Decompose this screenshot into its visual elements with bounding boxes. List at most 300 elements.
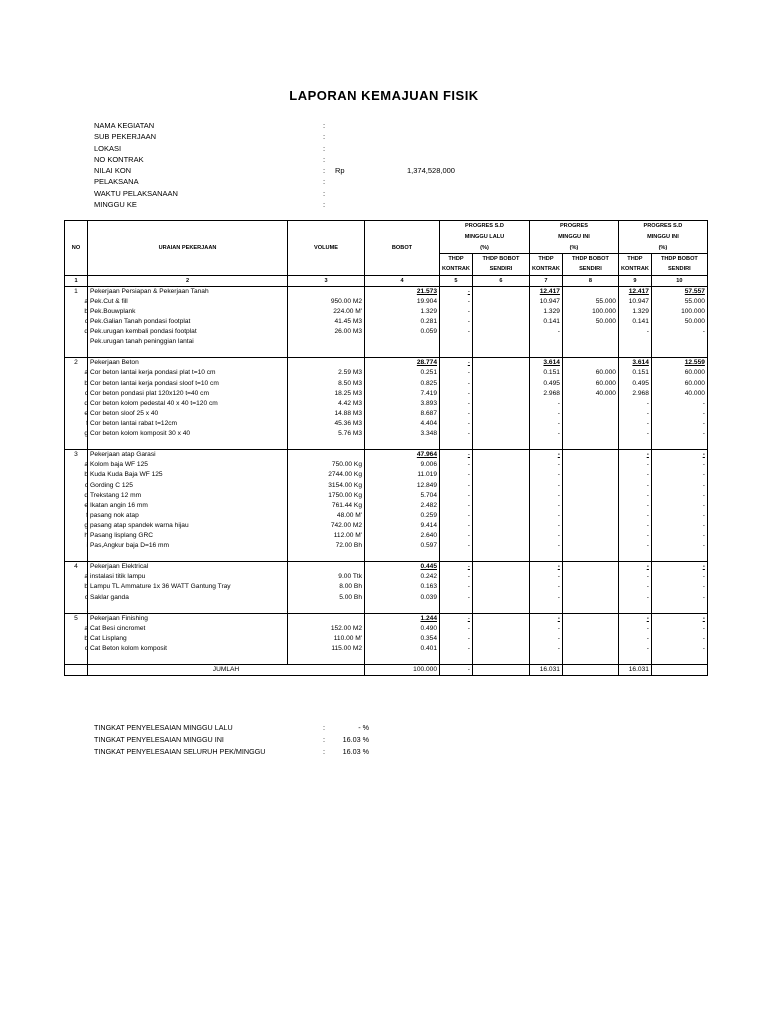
- cell-volume: 4.42 M3: [288, 399, 365, 409]
- cell-bobot: 0.490: [365, 624, 440, 634]
- column-number: 6: [472, 275, 529, 286]
- header-text: THDP BOBOT: [571, 256, 609, 263]
- cell-prog-ini-kontrak: [529, 551, 562, 562]
- cell-uraian: [84, 368, 288, 378]
- section-row: [65, 286, 708, 297]
- section-row: [65, 562, 708, 573]
- cell-prog-ini-bobot: [562, 347, 618, 358]
- item-letter: h: [84, 531, 88, 539]
- item-description: pasang atap spandek warna hijau: [90, 521, 189, 529]
- header-prog-sd: PROGRES S.D: [618, 221, 707, 232]
- cell-uraian: [84, 572, 288, 582]
- header-thdp-bobot: [472, 253, 529, 275]
- cell-prog-ini-kontrak: -: [529, 593, 562, 603]
- cell-prog-ini-bobot: [562, 491, 618, 501]
- table-row: [65, 347, 708, 358]
- cell-prog-ini-bobot: [562, 450, 618, 461]
- cell-uraian: [84, 644, 288, 654]
- cell-prog-lalu-kontrak: [440, 603, 473, 614]
- cell-prog-sd-bobot: [651, 347, 707, 358]
- cell-prog-lalu-kontrak: -: [440, 460, 473, 470]
- table-row: [65, 541, 708, 551]
- cell-prog-sd-kontrak: 2.968: [618, 389, 651, 399]
- cell-prog-ini-kontrak: -: [529, 562, 562, 573]
- item-description: Cor beton kolom pedestal 40 x 40 t=120 cm: [90, 399, 218, 407]
- cell-volume: 224.00 M': [288, 307, 365, 317]
- table-row: [65, 317, 708, 327]
- cell-prog-lalu-bobot: [472, 419, 529, 429]
- cell-prog-sd-bobot: 40.000: [651, 389, 707, 399]
- cell-prog-lalu-bobot: [472, 582, 529, 592]
- cell-prog-sd-kontrak: -: [618, 399, 651, 409]
- cell-prog-sd-kontrak: 12.417: [618, 286, 651, 297]
- summary-colon: :: [323, 735, 325, 744]
- cell-no: 3: [65, 450, 88, 461]
- header-prog-ini: MINGGU INI: [529, 232, 618, 243]
- cell-prog-lalu-kontrak: -: [440, 582, 473, 592]
- cell-uraian: [84, 480, 288, 490]
- header-text: KONTRAK: [531, 266, 560, 273]
- cell-prog-ini-kontrak: [529, 603, 562, 614]
- cell-prog-sd-kontrak: -: [618, 613, 651, 624]
- item-description: Cor beton sloof 25 x 40: [90, 409, 159, 417]
- cell-prog-ini-bobot: [562, 644, 618, 654]
- cell-volume: [288, 450, 365, 461]
- cell-prog-sd-kontrak: -: [618, 409, 651, 419]
- cell-prog-sd-bobot: [651, 439, 707, 450]
- cell-prog-ini-bobot: [562, 541, 618, 551]
- table-row: [65, 470, 708, 480]
- cell-prog-lalu-bobot: [472, 368, 529, 378]
- cell-prog-sd-kontrak: -: [618, 582, 651, 592]
- cell-prog-sd-kontrak: -: [618, 531, 651, 541]
- cell-bobot: 0.354: [365, 634, 440, 644]
- cell-uraian: [88, 439, 288, 450]
- cell-prog-sd-kontrak: -: [618, 470, 651, 480]
- cell-prog-lalu-kontrak: -: [440, 286, 473, 297]
- cell-no: [65, 603, 88, 614]
- cell-prog-sd-kontrak: -: [618, 511, 651, 521]
- header-thdp-bobot: [651, 253, 707, 275]
- cell-prog-sd-kontrak: 3.614: [618, 358, 651, 369]
- cell-bobot: 0.163: [365, 582, 440, 592]
- item-description: Cat Lisplang: [90, 634, 127, 642]
- cell-prog-lalu-kontrak: -: [440, 399, 473, 409]
- cell-prog-ini-bobot: [562, 511, 618, 521]
- header-text: SENDIRI: [489, 266, 513, 273]
- item-description: Cor beton lantai kerja pondasi sloof t=10 cm: [90, 379, 219, 387]
- progress-table: [64, 220, 708, 676]
- cell-prog-ini-bobot: [562, 521, 618, 531]
- cell-prog-sd-kontrak: [618, 551, 651, 562]
- cell-volume: 750.00 Kg: [288, 460, 365, 470]
- cell-prog-lalu-bobot: [472, 634, 529, 644]
- cell-volume: [288, 358, 365, 369]
- cell-prog-lalu-bobot: [472, 409, 529, 419]
- cell-prog-lalu-kontrak: -: [440, 511, 473, 521]
- cell-prog-ini-kontrak: 1.329: [529, 307, 562, 317]
- info-colon: :: [323, 121, 326, 130]
- info-label: PELAKSANA: [94, 177, 139, 187]
- summary-label: TINGKAT PENYELESAIAN MINGGU LALU: [94, 723, 233, 732]
- cell-prog-lalu-kontrak: -: [440, 470, 473, 480]
- total-prog-sd-kontrak: 16.031: [618, 665, 651, 676]
- cell-prog-ini-bobot: [562, 337, 618, 347]
- item-letter: e: [84, 501, 88, 509]
- cell-prog-sd-bobot: -: [651, 531, 707, 541]
- column-number: 4: [365, 275, 440, 286]
- cell-prog-ini-kontrak: -: [529, 460, 562, 470]
- item-description: Cor beton lantai rabat t=12cm: [90, 419, 178, 427]
- total-prog-lalu-bobot: [472, 665, 529, 676]
- cell-prog-lalu-kontrak: -: [440, 572, 473, 582]
- cell-prog-ini-bobot: [562, 634, 618, 644]
- cell-uraian: [84, 491, 288, 501]
- header-prog-sd: MINGGU INI: [618, 232, 707, 243]
- cell-uraian: [88, 613, 288, 624]
- header-prog-lalu: (%): [440, 243, 530, 254]
- table-row: [65, 593, 708, 603]
- table-row: [65, 603, 708, 614]
- item-description: Cor beton lantai kerja pondasi plat t=10 cm: [90, 369, 216, 377]
- cell-prog-sd-kontrak: -: [618, 450, 651, 461]
- cell-bobot: 5.704: [365, 491, 440, 501]
- summary-value: 16.03 %: [342, 735, 369, 744]
- cell-prog-sd-bobot: -: [651, 470, 707, 480]
- cell-bobot: 2.482: [365, 501, 440, 511]
- cell-prog-sd-bobot: 57.557: [651, 286, 707, 297]
- cell-uraian: [84, 593, 288, 603]
- cell-prog-ini-kontrak: -: [529, 450, 562, 461]
- cell-uraian: [84, 429, 288, 439]
- cell-bobot: 21.573: [365, 286, 440, 297]
- summary-colon: :: [323, 747, 325, 756]
- cell-prog-lalu-bobot: [472, 551, 529, 562]
- header-prog-ini: PROGRES: [529, 221, 618, 232]
- cell-uraian: [84, 379, 288, 389]
- table-header: [65, 221, 708, 276]
- item-description: Saklar ganda: [90, 593, 129, 601]
- cell-prog-lalu-bobot: [472, 613, 529, 624]
- header-thdp-kontrak: [529, 253, 562, 275]
- cell-uraian: [84, 470, 288, 480]
- cell-volume: [288, 603, 365, 614]
- cell-prog-lalu-bobot: [472, 358, 529, 369]
- table-row: [65, 327, 708, 337]
- cell-prog-sd-kontrak: -: [618, 634, 651, 644]
- cell-prog-lalu-kontrak: [440, 439, 473, 450]
- cell-prog-sd-bobot: -: [651, 582, 707, 592]
- cell-prog-ini-kontrak: [529, 347, 562, 358]
- cell-prog-ini-bobot: 60.000: [562, 368, 618, 378]
- cell-prog-sd-bobot: -: [651, 429, 707, 439]
- table-row: [65, 389, 708, 399]
- item-description: Pek.Galian Tanah pondasi footplat: [90, 318, 191, 326]
- item-description: Lampu TL Ammature 1x 36 WATT Gantung Tray: [90, 583, 231, 591]
- table-body: [65, 275, 708, 676]
- cell-prog-sd-bobot: -: [651, 644, 707, 654]
- cell-volume: 45.36 M3: [288, 419, 365, 429]
- cell-uraian: [88, 551, 288, 562]
- cell-prog-lalu-kontrak: -: [440, 327, 473, 337]
- cell-prog-sd-kontrak: -: [618, 562, 651, 573]
- info-label: NAMA KEGIATAN: [94, 121, 155, 130]
- cell-prog-ini-bobot: [562, 286, 618, 297]
- column-number: 8: [562, 275, 618, 286]
- info-label: SUB PEKERJAAN: [94, 132, 157, 142]
- cell-prog-ini-kontrak: 3.614: [529, 358, 562, 369]
- cell-volume: 950.00 M2: [288, 297, 365, 307]
- cell-prog-lalu-bobot: [472, 317, 529, 327]
- cell-prog-sd-bobot: [651, 551, 707, 562]
- item-letter: i: [86, 542, 88, 550]
- header-prog-ini: (%): [529, 243, 618, 254]
- item-letter: c: [84, 593, 88, 601]
- cell-prog-lalu-kontrak: -: [440, 307, 473, 317]
- cell-bobot: [365, 337, 440, 347]
- table-row: [65, 582, 708, 592]
- column-number: 2: [88, 275, 288, 286]
- contract-value: 1,374,528,000: [407, 166, 455, 176]
- total-prog-sd-bobot: [651, 665, 707, 676]
- cell-prog-lalu-bobot: [472, 541, 529, 551]
- cell-prog-sd-bobot: -: [651, 419, 707, 429]
- cell-prog-sd-bobot: -: [651, 562, 707, 573]
- cell-prog-ini-bobot: [562, 439, 618, 450]
- summary-label: TINGKAT PENYELESAIAN SELURUH PEK/MINGGU: [94, 747, 266, 756]
- header-text: THDP BOBOT: [660, 256, 698, 263]
- column-number: 10: [651, 275, 707, 286]
- summary-label: TINGKAT PENYELESAIAN MINGGU INI: [94, 735, 224, 744]
- item-letter: c: [84, 645, 88, 653]
- header-text: THDP: [448, 256, 464, 263]
- cell-prog-ini-kontrak: -: [529, 531, 562, 541]
- cell-prog-ini-kontrak: 12.417: [529, 286, 562, 297]
- cell-prog-sd-kontrak: 0.495: [618, 379, 651, 389]
- cell-uraian: [88, 337, 288, 347]
- cell-no: 4: [65, 562, 88, 573]
- cell-prog-sd-bobot: 100.000: [651, 307, 707, 317]
- item-description: Cor beton kolom komposit 30 x 40: [90, 430, 191, 438]
- cell-prog-sd-bobot: 60.000: [651, 379, 707, 389]
- item-letter: a: [84, 369, 88, 377]
- cell-prog-lalu-kontrak: [440, 551, 473, 562]
- cell-prog-lalu-bobot: [472, 501, 529, 511]
- cell-volume: [288, 551, 365, 562]
- info-label: NO KONTRAK: [94, 154, 144, 164]
- summary-colon: :: [323, 723, 325, 732]
- cell-prog-sd-bobot: -: [651, 541, 707, 551]
- table-row: [65, 624, 708, 634]
- cell-prog-lalu-kontrak: [440, 337, 473, 347]
- cell-no: [65, 551, 88, 562]
- cell-bobot: 0.825: [365, 379, 440, 389]
- cell-prog-ini-kontrak: -: [529, 480, 562, 490]
- item-letter: b: [84, 583, 88, 591]
- cell-no: 1: [65, 286, 88, 297]
- cell-prog-sd-bobot: -: [651, 593, 707, 603]
- cell-bobot: [365, 439, 440, 450]
- cell-prog-ini-bobot: 55.000: [562, 297, 618, 307]
- cell-volume: 1750.00 Kg: [288, 491, 365, 501]
- column-number: 7: [529, 275, 562, 286]
- cell-uraian: [84, 307, 288, 317]
- item-description: Ikatan angin 16 mm: [90, 501, 148, 509]
- cell-prog-lalu-bobot: [472, 439, 529, 450]
- cell-bobot: 11.019: [365, 470, 440, 480]
- cell-prog-ini-kontrak: -: [529, 521, 562, 531]
- table-row: [65, 368, 708, 378]
- cell-prog-ini-kontrak: -: [529, 429, 562, 439]
- cell-prog-ini-bobot: [562, 327, 618, 337]
- header-thdp-kontrak: [440, 253, 473, 275]
- cell-bobot: 1.329: [365, 307, 440, 317]
- cell-prog-ini-kontrak: -: [529, 613, 562, 624]
- cell-prog-sd-bobot: -: [651, 624, 707, 634]
- cell-volume: 112.00 M': [288, 531, 365, 541]
- cell-prog-lalu-kontrak: -: [440, 409, 473, 419]
- cell-volume: [288, 347, 365, 358]
- total-prog-lalu-kontrak: -: [440, 665, 473, 676]
- cell-prog-sd-bobot: [651, 603, 707, 614]
- header-no: NO: [65, 221, 88, 276]
- total-bobot: 100.000: [365, 665, 440, 676]
- cell-prog-lalu-kontrak: -: [440, 593, 473, 603]
- cell-prog-lalu-kontrak: -: [440, 521, 473, 531]
- cell-volume: 48.00 M': [288, 511, 365, 521]
- item-description: Pek.Cut & fill: [90, 297, 128, 305]
- cell-prog-ini-bobot: [562, 470, 618, 480]
- currency-label: Rp: [335, 166, 345, 176]
- cell-volume: 8.50 M3: [288, 379, 365, 389]
- item-letter: b: [84, 634, 88, 642]
- cell-bobot: 1.244: [365, 613, 440, 624]
- cell-prog-sd-bobot: -: [651, 501, 707, 511]
- cell-prog-ini-bobot: [562, 358, 618, 369]
- info-colon: :: [323, 154, 326, 164]
- cell-uraian: [84, 634, 288, 644]
- info-colon: :: [323, 177, 326, 187]
- cell-uraian: [88, 419, 288, 429]
- cell-prog-ini-kontrak: -: [529, 644, 562, 654]
- cell-prog-lalu-kontrak: -: [440, 429, 473, 439]
- column-number: 5: [440, 275, 473, 286]
- header-text: THDP: [627, 256, 643, 263]
- cell-volume: 18.25 M3: [288, 389, 365, 399]
- cell-prog-ini-kontrak: 0.141: [529, 317, 562, 327]
- cell-prog-ini-bobot: 50.000: [562, 317, 618, 327]
- cell-prog-sd-kontrak: 0.141: [618, 317, 651, 327]
- cell-bobot: 4.404: [365, 419, 440, 429]
- table-row: [65, 551, 708, 562]
- cell-prog-lalu-bobot: [472, 511, 529, 521]
- cell-volume: 761.44 Kg: [288, 501, 365, 511]
- cell-bobot: [365, 603, 440, 614]
- cell-volume: 5.76 M3: [288, 429, 365, 439]
- cell-no: 2: [65, 358, 88, 369]
- info-colon: :: [323, 188, 326, 198]
- cell-bobot: 0.597: [365, 541, 440, 551]
- cell-prog-sd-kontrak: 10.947: [618, 297, 651, 307]
- cell-prog-sd-kontrak: -: [618, 491, 651, 501]
- cell-prog-lalu-bobot: [472, 347, 529, 358]
- item-letter: f: [86, 511, 88, 519]
- header-prog-sd: (%): [618, 243, 707, 254]
- cell-uraian: [84, 501, 288, 511]
- cell-prog-ini-kontrak: [529, 337, 562, 347]
- item-letter: a: [84, 624, 88, 632]
- cell-prog-lalu-kontrak: -: [440, 541, 473, 551]
- cell-prog-ini-kontrak: -: [529, 327, 562, 337]
- cell-bobot: 3.348: [365, 429, 440, 439]
- cell-prog-ini-kontrak: [529, 439, 562, 450]
- report-title: LAPORAN KEMAJUAN FISIK: [289, 88, 479, 103]
- cell-bobot: 3.893: [365, 399, 440, 409]
- cell-prog-ini-bobot: [562, 593, 618, 603]
- cell-prog-lalu-bobot: [472, 379, 529, 389]
- table-row: [65, 409, 708, 419]
- cell-prog-sd-bobot: -: [651, 511, 707, 521]
- cell-volume: 2744.00 Kg: [288, 470, 365, 480]
- cell-volume: 41.45 M3: [288, 317, 365, 327]
- cell-prog-ini-bobot: [562, 419, 618, 429]
- cell-prog-sd-kontrak: -: [618, 593, 651, 603]
- item-description: Pek.urugan tanah peninggian lantai: [90, 338, 194, 346]
- info-colon: :: [323, 132, 326, 142]
- column-number: 3: [288, 275, 365, 286]
- cell-prog-lalu-kontrak: -: [440, 379, 473, 389]
- info-colon: :: [323, 166, 326, 176]
- cell-prog-ini-kontrak: -: [529, 582, 562, 592]
- cell-prog-ini-bobot: 60.000: [562, 379, 618, 389]
- cell-prog-ini-bobot: [562, 582, 618, 592]
- item-description: instalasi titik lampu: [90, 573, 146, 581]
- cell-prog-sd-kontrak: -: [618, 521, 651, 531]
- info-label: NILAI KON: [94, 166, 132, 176]
- cell-prog-sd-kontrak: -: [618, 419, 651, 429]
- cell-prog-lalu-kontrak: -: [440, 317, 473, 327]
- cell-bobot: 0.059: [365, 327, 440, 337]
- cell-prog-sd-bobot: 12.559: [651, 358, 707, 369]
- cell-prog-ini-kontrak: 0.151: [529, 368, 562, 378]
- table-row: [65, 644, 708, 654]
- cell-prog-lalu-bobot: [472, 337, 529, 347]
- cell-uraian: [88, 603, 288, 614]
- cell-prog-lalu-bobot: [472, 491, 529, 501]
- summary-value: - %: [358, 723, 369, 732]
- cell-no: [65, 347, 88, 358]
- cell-prog-lalu-bobot: [472, 389, 529, 399]
- cell-volume: 26.00 M3: [288, 327, 365, 337]
- cell-prog-lalu-kontrak: -: [440, 491, 473, 501]
- cell-prog-ini-kontrak: -: [529, 634, 562, 644]
- cell-uraian: [88, 511, 288, 521]
- table-row: [65, 419, 708, 429]
- cell-prog-lalu-bobot: [472, 307, 529, 317]
- cell-uraian: [84, 460, 288, 470]
- cell-prog-ini-bobot: [562, 480, 618, 490]
- total-blank: [65, 665, 88, 676]
- item-letter: b: [84, 307, 88, 315]
- cell-volume: 14.88 M3: [288, 409, 365, 419]
- cell-bobot: 0.242: [365, 572, 440, 582]
- item-description: Cat Besi cincromet: [90, 624, 146, 632]
- item-letter: g: [84, 521, 88, 529]
- header-bobot: BOBOT: [365, 221, 440, 276]
- item-description: Pekerjaan Elektrical: [90, 563, 149, 571]
- cell-prog-lalu-bobot: [472, 480, 529, 490]
- cell-volume: 5.00 Bh: [288, 593, 365, 603]
